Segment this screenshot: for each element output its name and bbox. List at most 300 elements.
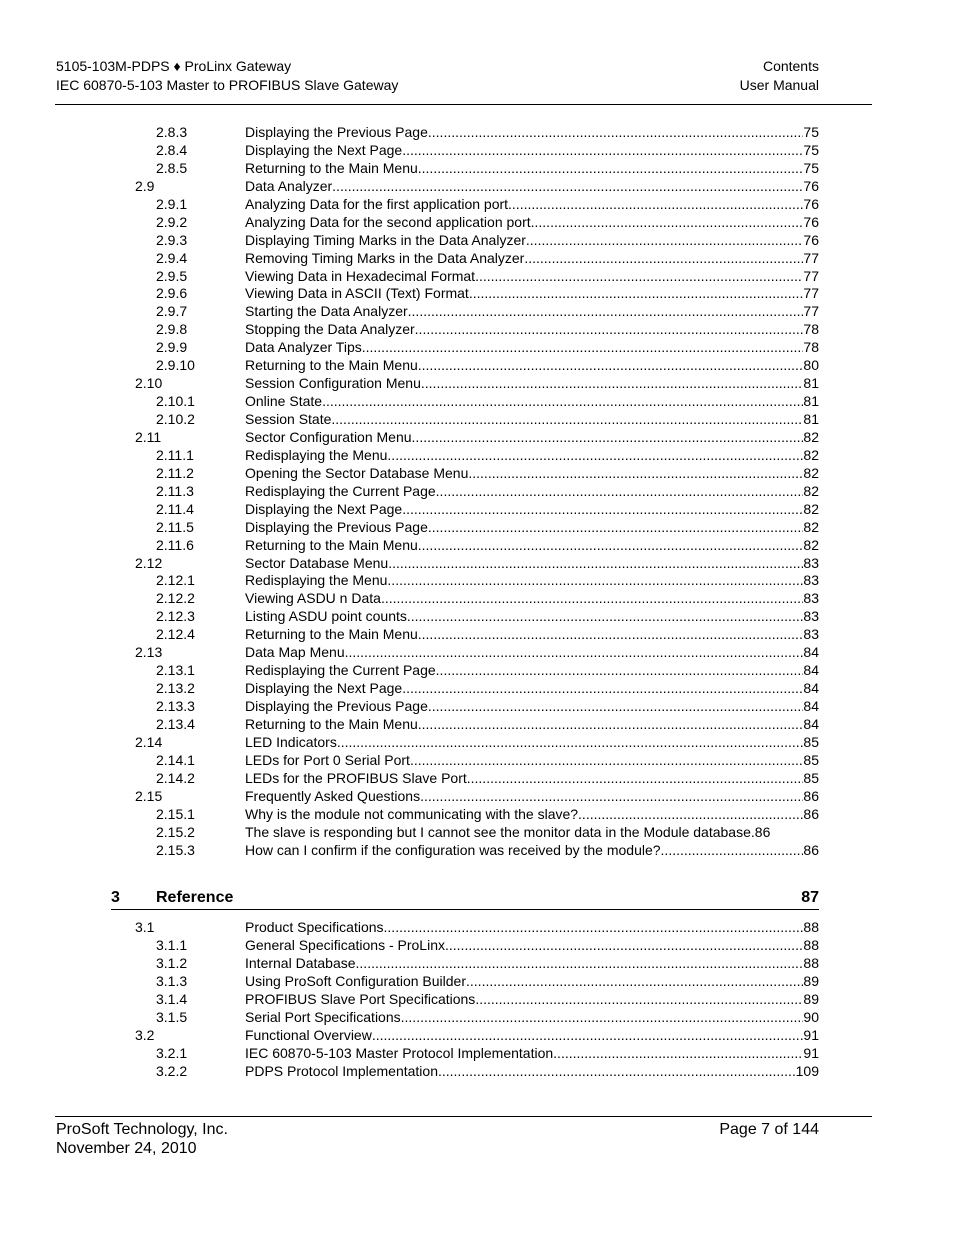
- toc-entry-page: 85: [803, 769, 819, 786]
- toc-entry-page: 88: [803, 936, 819, 953]
- toc-entry-link[interactable]: [245, 752, 819, 770]
- toc-entry[interactable]: [0, 393, 954, 411]
- toc-entry-link[interactable]: [245, 285, 819, 303]
- toc-entry-number: 2.13.2: [156, 680, 195, 697]
- toc-entry-page: 83: [803, 608, 819, 625]
- dot-leader: [408, 303, 804, 321]
- toc-entry-number: 2.12: [135, 554, 163, 571]
- toc-entry-link[interactable]: [245, 734, 819, 752]
- toc-entry[interactable]: [0, 178, 954, 196]
- toc-entry-number: 2.13.4: [156, 715, 195, 732]
- chapter-divider: [111, 909, 819, 910]
- toc-entry-number: 3.1.4: [156, 990, 188, 1007]
- toc-entry-title: Frequently Asked Questions: [245, 787, 421, 804]
- toc-entry-link[interactable]: [245, 142, 819, 160]
- toc-entry-number: 2.14: [135, 733, 163, 750]
- toc-entry-number: 2.14.2: [156, 769, 195, 786]
- toc-entry-number: 2.10.2: [156, 411, 195, 427]
- toc-entry-title: Data Analyzer: [245, 177, 333, 194]
- toc-entry-page: 76: [803, 195, 819, 212]
- toc-entry[interactable]: [0, 429, 954, 447]
- toc-entry-title: Viewing Data in Hexadecimal Format: [245, 267, 476, 284]
- toc-entry-number: 2.11.5: [156, 518, 194, 535]
- toc-entry-title: General Specifications - ProLinx: [245, 936, 445, 953]
- toc-entry-title: Why is the module not communicating with the slave?: [245, 805, 579, 822]
- toc-entry[interactable]: [0, 303, 954, 321]
- toc-entry-link[interactable]: [245, 519, 819, 537]
- toc-entry-number: 2.11.3: [156, 482, 194, 499]
- toc-entry-title: Functional Overview: [245, 1026, 372, 1043]
- toc-entry-title: PDPS Protocol Implementation: [245, 1062, 438, 1079]
- dot-leader: [438, 1063, 796, 1081]
- dot-leader: [421, 375, 804, 393]
- toc-entry-number: 2.15: [135, 787, 163, 804]
- toc-entry-page: 86: [803, 805, 819, 822]
- dot-leader: [466, 973, 803, 991]
- toc-entry-page: 77: [803, 285, 819, 302]
- toc-entry-page: 86: [754, 823, 771, 840]
- toc-entry[interactable]: [0, 662, 954, 680]
- dot-leader: [475, 991, 803, 1009]
- toc-entry[interactable]: [0, 608, 954, 626]
- toc-entry[interactable]: [0, 142, 954, 160]
- toc-entry-link[interactable]: [245, 501, 819, 519]
- toc-entry-number: 2.11: [135, 428, 162, 445]
- toc-entry[interactable]: [0, 991, 954, 1009]
- toc-entry-link[interactable]: [245, 393, 819, 411]
- chapter-number: 3: [111, 889, 120, 906]
- toc-entry-number: 2.11.2: [156, 464, 194, 481]
- toc-entry[interactable]: [0, 1045, 954, 1063]
- toc-entry[interactable]: [0, 644, 954, 662]
- dot-leader: [428, 519, 804, 537]
- toc-entry-link[interactable]: [245, 250, 819, 268]
- toc-entry-title: Session State: [245, 411, 332, 427]
- toc-list-chapter-3: [0, 919, 954, 1080]
- toc-entry-link[interactable]: [245, 608, 819, 626]
- toc-entry-number: 2.11.6: [156, 536, 194, 553]
- dot-leader: [345, 644, 804, 662]
- toc-entry[interactable]: [0, 806, 954, 824]
- document-code: 5105-103M-PDPS ♦ ProLinx Gateway: [56, 58, 292, 74]
- toc-entry-link[interactable]: [245, 411, 819, 429]
- toc-entry-link[interactable]: [245, 991, 819, 1009]
- dot-leader: [407, 608, 804, 626]
- toc-entry-number: 2.10: [135, 375, 163, 392]
- dot-leader: [524, 250, 803, 268]
- dot-leader: [418, 716, 804, 734]
- toc-entry[interactable]: [0, 555, 954, 573]
- dot-leader: [418, 537, 804, 555]
- toc-entry[interactable]: [0, 285, 954, 303]
- toc-entry-link[interactable]: [245, 537, 819, 555]
- toc-entry[interactable]: [0, 973, 954, 991]
- header-divider: [55, 104, 872, 105]
- toc-entry-number: 2.9.10: [156, 357, 195, 374]
- toc-entry-title: Data Analyzer Tips: [245, 339, 362, 356]
- toc-entry-title: Displaying the Previous Page: [245, 124, 428, 140]
- toc-entry-number: 3.1.5: [156, 1008, 188, 1025]
- toc-entry-link[interactable]: [245, 955, 819, 973]
- toc-entry-link[interactable]: [245, 375, 819, 393]
- toc-entry-number: 2.11.4: [156, 500, 194, 517]
- toc-entry-link[interactable]: [245, 160, 819, 178]
- toc-entry-page: 86: [803, 787, 819, 804]
- toc-entry-title: LEDs for the PROFIBUS Slave Port: [245, 769, 467, 786]
- toc-entry[interactable]: [0, 519, 954, 537]
- footer-divider: [55, 1116, 872, 1117]
- toc-entry-number: 2.12.4: [156, 626, 195, 643]
- toc-entry-page: 77: [803, 249, 819, 266]
- toc-entry-page: 80: [803, 357, 819, 374]
- toc-entry-page: 82: [803, 446, 819, 463]
- dot-leader: [508, 196, 803, 214]
- toc-entry-link[interactable]: [245, 644, 819, 662]
- toc-entry-number: 2.11.1: [156, 446, 194, 463]
- toc-entry-link[interactable]: [245, 447, 819, 465]
- dot-leader: [420, 788, 803, 806]
- toc-entry-title: Displaying the Next Page: [245, 680, 403, 697]
- dot-leader: [428, 124, 804, 142]
- toc-entry-page: 89: [803, 990, 819, 1007]
- toc-entry-number: 2.9.7: [156, 303, 188, 320]
- toc-entry-number: 3.1.2: [156, 954, 188, 971]
- toc-entry-page: 84: [803, 698, 819, 714]
- toc-entry-link[interactable]: [245, 680, 819, 698]
- toc-entry-link[interactable]: [245, 919, 819, 937]
- toc-entry-page: 76: [803, 213, 819, 230]
- toc-entry-page: 84: [803, 662, 819, 679]
- toc-entry[interactable]: [0, 770, 954, 788]
- toc-entry-page: 76: [803, 177, 819, 194]
- dot-leader: [388, 555, 803, 573]
- dot-leader: [661, 842, 804, 860]
- page-header-left: [56, 57, 398, 95]
- toc-entry-page: 88: [803, 954, 819, 971]
- toc-entry-link[interactable]: [245, 124, 819, 142]
- dot-leader: [436, 662, 804, 680]
- toc-entry-title: Starting the Data Analyzer: [245, 303, 408, 320]
- page-header-right: [740, 57, 819, 95]
- page-footer-left: [56, 1120, 228, 1158]
- toc-entry-link[interactable]: [245, 357, 819, 375]
- toc-entry-link[interactable]: [245, 716, 819, 734]
- toc-entry-link[interactable]: [245, 1009, 819, 1027]
- toc-entry[interactable]: [0, 196, 954, 214]
- dot-leader: [412, 429, 804, 447]
- toc-entry-number: 2.12.1: [156, 572, 195, 589]
- toc-entry-page: 83: [803, 626, 819, 643]
- toc-entry-page: 85: [803, 733, 819, 750]
- toc-entry[interactable]: [0, 214, 954, 232]
- toc-entry[interactable]: [0, 501, 954, 519]
- toc-entry-number: 2.13: [135, 644, 163, 661]
- dot-leader: [381, 590, 803, 608]
- toc-entry-page: 85: [803, 751, 819, 768]
- toc-entry[interactable]: [0, 680, 954, 698]
- toc-entry-number: 2.9.1: [156, 195, 188, 212]
- toc-entry-title: Displaying the Next Page: [245, 500, 403, 517]
- toc-entry-page: 82: [803, 500, 819, 517]
- toc-entry[interactable]: [0, 1027, 954, 1045]
- toc-entry-page: 81: [803, 411, 819, 427]
- toc-entry[interactable]: [0, 572, 954, 590]
- toc-entry-page: 82: [803, 482, 819, 499]
- toc-entry-link[interactable]: [245, 590, 819, 608]
- toc-entry-link[interactable]: [245, 483, 819, 501]
- dot-leader: [402, 680, 803, 698]
- toc-entry-link[interactable]: [245, 662, 819, 680]
- toc-entry-title: Viewing Data in ASCII (Text) Format: [245, 285, 469, 302]
- toc-entry[interactable]: [0, 824, 954, 842]
- toc-entry-title: Redisplaying the Menu: [245, 572, 388, 589]
- manual-type: User Manual: [739, 77, 819, 93]
- toc-entry-number: 2.14.1: [156, 751, 195, 768]
- toc-entry-page: 76: [803, 231, 819, 248]
- dot-leader: [356, 955, 804, 973]
- toc-entry-title: Displaying the Next Page: [245, 141, 403, 158]
- dot-leader: [418, 626, 804, 644]
- toc-entry-title: Returning to the Main Menu: [245, 159, 418, 176]
- toc-entry-page: 89: [803, 972, 819, 989]
- toc-entry-title: Sector Database Menu: [245, 554, 389, 571]
- toc-entry-link[interactable]: [245, 626, 819, 644]
- toc-entry-page: 83: [803, 590, 819, 607]
- toc-entry-title: Analyzing Data for the first application port: [245, 195, 509, 212]
- toc-entry-page: 82: [803, 464, 819, 481]
- toc-entry-title: Stopping the Data Analyzer: [245, 321, 415, 338]
- chapter-title: Reference: [156, 889, 234, 906]
- toc-entry-link[interactable]: [245, 1063, 819, 1081]
- dot-leader: [418, 357, 804, 375]
- dot-leader: [475, 268, 803, 286]
- toc-entry-number: 3.2: [135, 1026, 155, 1043]
- toc-entry-title: Displaying Timing Marks in the Data Analyzer: [245, 231, 526, 248]
- toc-entry-page: 109: [795, 1062, 819, 1079]
- toc-entry-link[interactable]: [245, 321, 819, 339]
- toc-entry-link[interactable]: [245, 429, 819, 447]
- toc-entry-title: IEC 60870-5-103 Master Protocol Implementation: [245, 1044, 554, 1061]
- toc-entry-number: 2.9.2: [156, 213, 188, 230]
- toc-entry[interactable]: [0, 375, 954, 393]
- toc-entry[interactable]: [0, 1063, 954, 1081]
- toc-entry-link[interactable]: [245, 788, 819, 806]
- toc-entry-title: Internal Database: [245, 954, 356, 971]
- toc-entry-link[interactable]: [245, 339, 819, 357]
- toc-entry-title: Viewing ASDU n Data: [245, 590, 381, 607]
- toc-entry-number: 2.9.3: [156, 231, 188, 248]
- toc-entry[interactable]: [0, 232, 954, 250]
- toc-entry[interactable]: [0, 483, 954, 501]
- dot-leader: [436, 483, 804, 501]
- toc-entry-link[interactable]: [245, 1027, 819, 1045]
- toc-entry-number: 2.9.5: [156, 267, 188, 284]
- toc-entry[interactable]: [0, 842, 954, 860]
- toc-entry[interactable]: [0, 339, 954, 357]
- toc-entry-number: 2.13.1: [156, 662, 195, 679]
- toc-entry-title: Analyzing Data for the second application port: [245, 213, 531, 230]
- section-name: Contents: [762, 58, 819, 74]
- dot-leader: [445, 937, 803, 955]
- toc-entry[interactable]: [0, 937, 954, 955]
- toc-entry-title: Using ProSoft Configuration Builder: [245, 972, 467, 989]
- toc-entry-page: 90: [803, 1008, 819, 1025]
- toc-entry-number: 2.8.4: [156, 141, 188, 158]
- toc-entry-page: 84: [803, 715, 819, 732]
- dot-leader: [362, 339, 804, 357]
- toc-entry-title: Sector Configuration Menu: [245, 428, 412, 445]
- toc-entry-link[interactable]: [245, 824, 819, 842]
- toc-entry-title: Displaying the Previous Page: [245, 698, 428, 714]
- toc-entry[interactable]: [0, 590, 954, 608]
- toc-entry[interactable]: [0, 465, 954, 483]
- toc-entry[interactable]: [0, 788, 954, 806]
- toc-entry[interactable]: [0, 447, 954, 465]
- toc-entry-title: Redisplaying the Current Page: [245, 662, 436, 679]
- toc-entry[interactable]: [0, 321, 954, 339]
- dot-leader: [415, 321, 804, 339]
- toc-entry-title: Returning to the Main Menu: [245, 626, 418, 643]
- toc-entry[interactable]: [0, 698, 954, 716]
- dot-leader: [469, 285, 804, 303]
- toc-entry-page: 82: [803, 536, 819, 553]
- dot-leader: [553, 1045, 803, 1063]
- toc-entry-link[interactable]: [245, 303, 819, 321]
- toc-entry-number: 2.12.2: [156, 590, 195, 607]
- dot-leader: [578, 806, 803, 824]
- toc-entry-link[interactable]: [245, 1045, 819, 1063]
- dot-leader: [526, 232, 804, 250]
- dot-leader: [468, 465, 803, 483]
- toc-entry-link[interactable]: [245, 842, 819, 860]
- toc-entry-link[interactable]: [245, 973, 819, 991]
- toc-entry[interactable]: [0, 919, 954, 937]
- toc-entry[interactable]: [0, 357, 954, 375]
- toc-entry-number: 3.1: [135, 919, 155, 935]
- toc-entry-link[interactable]: [245, 465, 819, 483]
- toc-entry-page: 77: [803, 303, 819, 320]
- toc-entry-page: 75: [803, 141, 819, 158]
- toc-entry-link[interactable]: [245, 572, 819, 590]
- toc-entry-page: 86: [803, 841, 819, 858]
- toc-entry-title: Returning to the Main Menu: [245, 715, 418, 732]
- dot-leader: [387, 447, 803, 465]
- dot-leader: [387, 572, 803, 590]
- toc-entry-number: 2.9.6: [156, 285, 188, 302]
- dot-leader: [531, 214, 804, 232]
- toc-entry-title: Returning to the Main Menu: [245, 536, 418, 553]
- chapter-page: 87: [801, 889, 819, 906]
- toc-entry-link[interactable]: [245, 937, 819, 955]
- toc-entry-title: Listing ASDU point counts: [245, 608, 407, 625]
- dot-leader: [418, 160, 804, 178]
- toc-entry-page: 75: [803, 124, 819, 140]
- toc-entry-number: 3.1.3: [156, 972, 188, 989]
- toc-entry[interactable]: [0, 1009, 954, 1027]
- toc-entry-link[interactable]: [245, 555, 819, 573]
- toc-entry-title: Product Specifications: [245, 919, 384, 935]
- toc-entry-number: 2.9.4: [156, 249, 188, 266]
- dot-leader: [322, 393, 803, 411]
- toc-entry[interactable]: [0, 955, 954, 973]
- toc-entry-page: 82: [803, 428, 819, 445]
- publish-date: November 24, 2010: [56, 1140, 197, 1157]
- page-footer-right: [719, 1120, 819, 1139]
- dot-leader: [401, 1009, 804, 1027]
- toc-entry-link[interactable]: [245, 770, 819, 788]
- toc-entry[interactable]: [0, 124, 954, 142]
- toc-entry-page: 81: [803, 393, 819, 410]
- toc-entry-link[interactable]: [245, 806, 819, 824]
- toc-entry-title: Session Configuration Menu: [245, 375, 421, 392]
- toc-entry-link[interactable]: [245, 698, 819, 716]
- toc-entry-link[interactable]: [245, 214, 819, 232]
- toc-entry-title: Online State: [245, 393, 323, 410]
- dot-leader: [402, 501, 803, 519]
- dot-leader: [410, 752, 803, 770]
- toc-entry-page: 82: [803, 518, 819, 535]
- toc-entry-title: Data Map Menu: [245, 644, 345, 661]
- dot-leader: [384, 919, 804, 937]
- toc-entry[interactable]: [0, 626, 954, 644]
- toc-entry-page: 84: [803, 680, 819, 697]
- toc-entry[interactable]: [0, 411, 954, 429]
- dot-leader: [331, 411, 803, 429]
- toc-entry[interactable]: [0, 160, 954, 178]
- toc-entry-page: 83: [803, 572, 819, 589]
- toc-entry-number: 3.2.2: [156, 1062, 188, 1079]
- toc-entry-number: 2.15.2: [156, 823, 195, 840]
- toc-entry-title: Displaying the Previous Page: [245, 518, 428, 535]
- toc-entry[interactable]: [0, 250, 954, 268]
- toc-entry[interactable]: [0, 716, 954, 734]
- toc-entry-link[interactable]: [245, 232, 819, 250]
- toc-entry-title: PROFIBUS Slave Port Specifications: [245, 990, 476, 1007]
- dot-leader: [337, 734, 804, 752]
- toc-entry-number: 2.8.3: [156, 124, 188, 140]
- toc-entry[interactable]: [0, 268, 954, 286]
- dot-leader: [428, 698, 804, 716]
- toc-entry-number: 3.1.1: [156, 936, 188, 953]
- toc-entry-page: 84: [803, 644, 819, 661]
- toc-entry-page: 78: [803, 339, 819, 356]
- toc-entry-title: The slave is responding but I cannot see the monitor data in the Module database.: [245, 823, 755, 840]
- dot-leader: [372, 1027, 804, 1045]
- toc-entry-link[interactable]: [245, 196, 819, 214]
- toc-entry-number: 2.9.9: [156, 339, 188, 356]
- toc-entry-number: 2.15.1: [156, 805, 195, 822]
- toc-entry-number: 2.8.5: [156, 159, 188, 176]
- toc-entry-link[interactable]: [245, 178, 819, 196]
- toc-entry-title: Redisplaying the Current Page: [245, 482, 436, 499]
- toc-entry-number: 3.2.1: [156, 1044, 188, 1061]
- toc-entry-link[interactable]: [245, 268, 819, 286]
- toc-entry-title: Removing Timing Marks in the Data Analyzer: [245, 249, 525, 266]
- toc-entry-title: Returning to the Main Menu: [245, 357, 418, 374]
- toc-entry[interactable]: [0, 752, 954, 770]
- toc-entry-page: 91: [803, 1026, 819, 1043]
- toc-entry[interactable]: [0, 537, 954, 555]
- toc-entry[interactable]: [0, 734, 954, 752]
- toc-entry-page: 81: [803, 375, 819, 392]
- toc-entry-title: Opening the Sector Database Menu: [245, 464, 469, 481]
- company-name: ProSoft Technology, Inc.: [56, 1121, 228, 1138]
- toc-entry-title: How can I confirm if the configuration was received by the module?: [245, 841, 661, 858]
- toc-entry-number: 2.9.8: [156, 321, 188, 338]
- page-number: Page 7 of 144: [719, 1121, 819, 1138]
- toc-entry-number: 2.10.1: [156, 393, 195, 410]
- toc-entry-page: 77: [803, 267, 819, 284]
